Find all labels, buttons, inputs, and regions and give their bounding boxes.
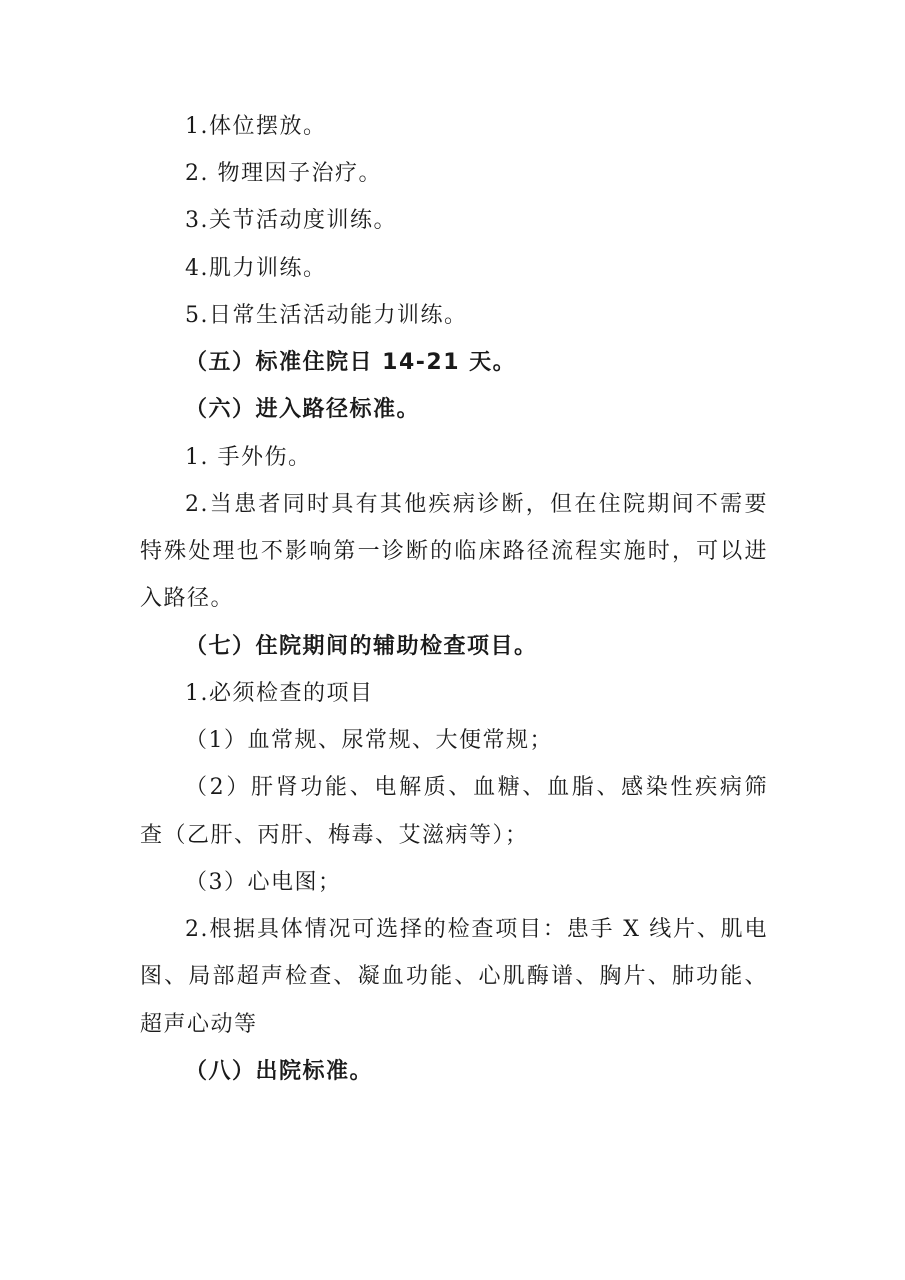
- list-item: 1.必须检查的项目: [185, 681, 374, 706]
- paragraph-line: 查（乙肝、丙肝、梅毒、艾滋病等）；: [140, 823, 529, 848]
- paragraph-line: （2）肝肾功能、电解质、血糖、血脂、感染性疾病筛: [185, 775, 768, 800]
- list-item: 3.关节活动度训练。: [185, 208, 397, 233]
- paragraph-line: 2.当患者同时具有其他疾病诊断，但在住院期间不需要: [185, 492, 768, 517]
- section-heading: （五）标准住院日 14-21 天。: [185, 350, 517, 375]
- list-item: 5.日常生活活动能力训练。: [185, 303, 468, 328]
- list-item: （1）血常规、尿常规、大便常规；: [185, 728, 553, 753]
- section-heading: （七）住院期间的辅助检查项目。: [185, 634, 538, 659]
- section-heading: （六）进入路径标准。: [185, 397, 421, 422]
- paragraph-line: 特殊处理也不影响第一诊断的临床路径流程实施时，可以进: [140, 539, 768, 564]
- paragraph-line: 入路径。: [140, 586, 235, 611]
- list-item: 2. 物理因子治疗。: [185, 161, 382, 186]
- list-item: 1. 手外伤。: [185, 445, 312, 470]
- paragraph-line: 2.根据具体情况可选择的检查项目：患手 X 线片、肌电: [185, 917, 768, 942]
- list-item: 4.肌力训练。: [185, 256, 327, 281]
- section-heading: （八）出院标准。: [185, 1059, 374, 1084]
- list-item: （3）心电图；: [185, 870, 342, 895]
- list-item: 1.体位摆放。: [185, 114, 327, 139]
- paragraph-line: 图、局部超声检查、凝血功能、心肌酶谱、胸片、肺功能、: [140, 964, 768, 989]
- paragraph-line: 超声心动等: [140, 1012, 258, 1037]
